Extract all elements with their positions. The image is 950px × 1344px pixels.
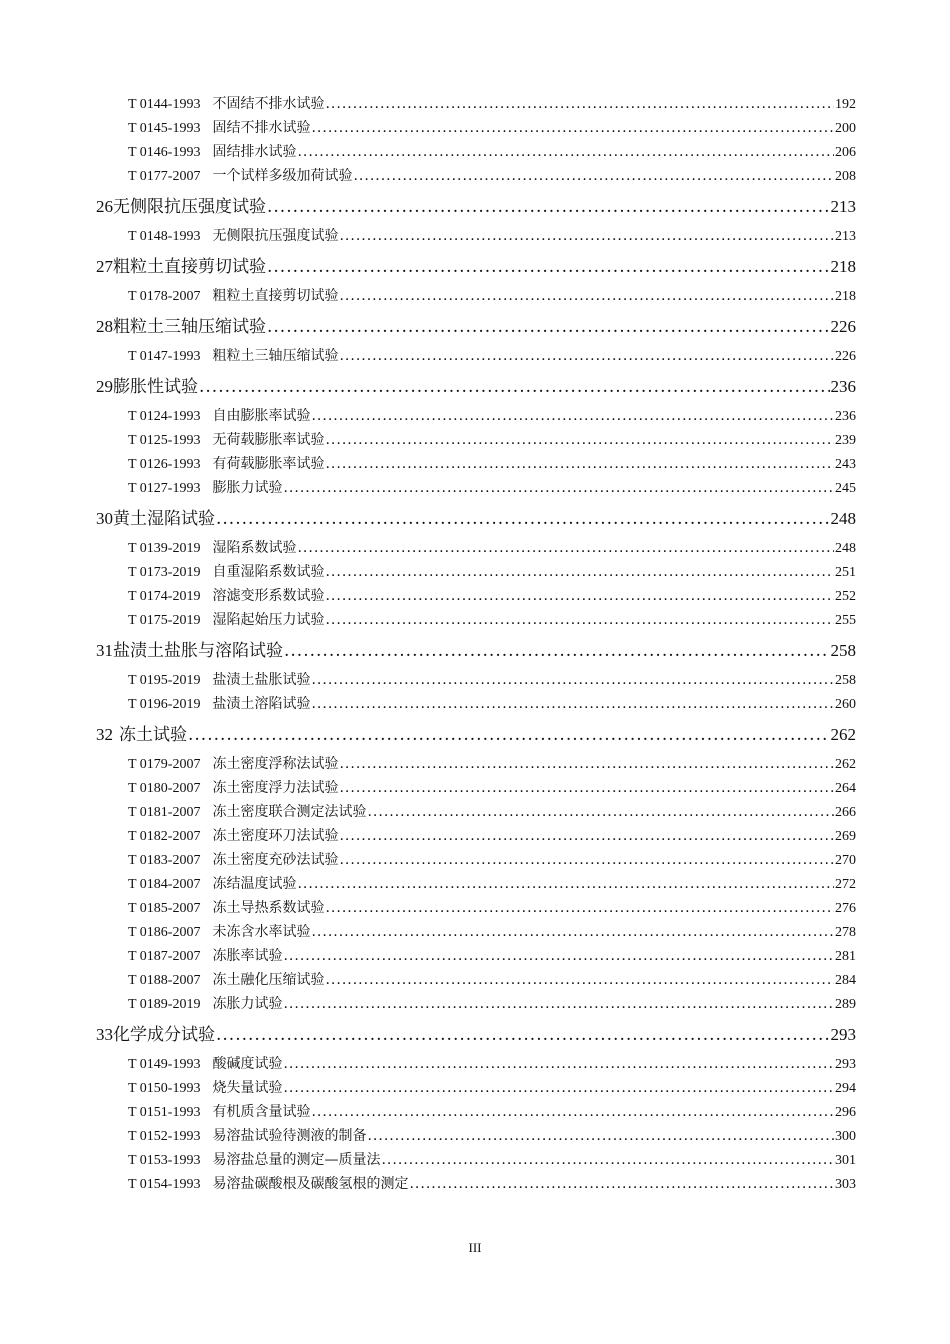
page-ref: 248	[835, 541, 856, 556]
entry-title: 无侧限抗压强度试验	[113, 197, 266, 217]
page-ref: 303	[835, 1177, 856, 1192]
dot-leader	[325, 608, 834, 632]
toc-section-heading[interactable]	[96, 312, 856, 342]
dot-leader	[325, 584, 834, 608]
entry-title: 膨胀性试验	[113, 377, 198, 397]
dot-leader	[311, 692, 834, 716]
dot-leader	[325, 968, 834, 992]
toc-entry[interactable]	[96, 776, 856, 800]
dot-leader	[339, 344, 834, 368]
page-ref: 260	[835, 697, 856, 712]
toc-entry[interactable]	[96, 452, 856, 476]
page-number: III	[468, 1240, 482, 1255]
standard-code: T 0154-1993	[128, 1177, 201, 1192]
page-ref: 262	[835, 757, 856, 772]
dot-leader	[409, 1172, 834, 1196]
toc-entry[interactable]	[96, 848, 856, 872]
section-number: 29	[96, 377, 113, 396]
dot-leader	[353, 164, 834, 188]
entry-title: 烧失量试验	[212, 1080, 283, 1096]
standard-code: T 0150-1993	[128, 1081, 201, 1096]
dot-leader	[188, 720, 830, 750]
standard-code: T 0151-1993	[128, 1105, 201, 1120]
standard-code: T 0145-1993	[128, 121, 201, 136]
standard-code: T 0175-2019	[128, 613, 201, 628]
toc-entry[interactable]	[96, 1100, 856, 1124]
dot-leader	[297, 536, 834, 560]
standard-code: T 0152-1993	[128, 1129, 201, 1144]
entry-title: 冻土密度充砂法试验	[212, 852, 339, 868]
toc-entry[interactable]	[96, 344, 856, 368]
standard-code: T 0189-2019	[128, 997, 201, 1012]
page-ref: 284	[835, 973, 856, 988]
entry-title: 冻土导热系数试验	[212, 900, 325, 916]
standard-code: T 0126-1993	[128, 457, 201, 472]
entry-title: 有机质含量试验	[212, 1104, 311, 1120]
dot-leader	[311, 668, 834, 692]
entry-title: 粗粒土三轴压缩试验	[113, 317, 266, 337]
toc-entry[interactable]	[96, 896, 856, 920]
dot-leader	[325, 428, 834, 452]
dot-leader	[339, 848, 834, 872]
page-ref: 258	[835, 673, 856, 688]
entry-title: 粗粒土直接剪切试验	[212, 288, 339, 304]
entry-title: 冻胀力试验	[212, 996, 283, 1012]
standard-code: T 0125-1993	[128, 433, 201, 448]
section-number: 30	[96, 509, 113, 528]
entry-title: 溶滤变形系数试验	[212, 588, 325, 604]
standard-code: T 0183-2007	[128, 853, 201, 868]
page-ref: 206	[835, 145, 856, 160]
entry-title: 酸碱度试验	[212, 1056, 283, 1072]
toc-section-heading[interactable]	[96, 504, 856, 534]
entry-title: 固结不排水试验	[212, 120, 311, 136]
toc-entry[interactable]	[96, 944, 856, 968]
toc-entry[interactable]	[96, 92, 856, 116]
toc-entry[interactable]	[96, 428, 856, 452]
toc-entry[interactable]	[96, 536, 856, 560]
dot-leader	[311, 920, 834, 944]
entry-title: 自由膨胀率试验	[212, 408, 311, 424]
dot-leader	[297, 872, 834, 896]
toc-entry[interactable]	[96, 1148, 856, 1172]
entry-title: 易溶盐试验待测液的制备	[212, 1128, 367, 1144]
page-ref: 243	[835, 457, 856, 472]
standard-code: T 0187-2007	[128, 949, 201, 964]
dot-leader	[283, 476, 834, 500]
toc-entry[interactable]	[96, 284, 856, 308]
toc-entry[interactable]	[96, 1172, 856, 1196]
entry-title: 有荷载膨胀率试验	[212, 456, 325, 472]
standard-code: T 0195-2019	[128, 673, 201, 688]
page-ref: 300	[835, 1129, 856, 1144]
page-ref: 281	[835, 949, 856, 964]
toc-section-heading[interactable]	[96, 372, 856, 402]
page-ref: 218	[830, 257, 856, 276]
table-of-contents	[96, 92, 856, 1196]
standard-code: T 0181-2007	[128, 805, 201, 820]
page-ref: 293	[835, 1057, 856, 1072]
page-ref: 251	[835, 565, 856, 580]
page-ref: 213	[835, 229, 856, 244]
page-ref: 272	[835, 877, 856, 892]
page-ref: 294	[835, 1081, 856, 1096]
entry-title: 无荷载膨胀率试验	[212, 432, 325, 448]
page-ref: 226	[830, 317, 856, 336]
page-ref: 226	[835, 349, 856, 364]
standard-code: T 0149-1993	[128, 1057, 201, 1072]
page-ref: 266	[835, 805, 856, 820]
toc-entry[interactable]	[96, 1124, 856, 1148]
toc-entry[interactable]	[96, 1076, 856, 1100]
page-ref: 301	[835, 1153, 856, 1168]
dot-leader	[325, 452, 834, 476]
page-ref: 213	[830, 197, 856, 216]
page-ref: 192	[835, 97, 856, 112]
page-ref: 289	[835, 997, 856, 1012]
standard-code: T 0153-1993	[128, 1153, 201, 1168]
toc-entry[interactable]	[96, 752, 856, 776]
entry-title: 湿陷起始压力试验	[212, 612, 325, 628]
section-number: 31	[96, 641, 113, 660]
entry-title: 膨胀力试验	[212, 480, 283, 496]
page-ref: 258	[830, 641, 856, 660]
page-ref: 200	[835, 121, 856, 136]
entry-title: 不固结不排水试验	[212, 96, 325, 112]
standard-code: T 0186-2007	[128, 925, 201, 940]
page-ref: 255	[835, 613, 856, 628]
toc-entry[interactable]	[96, 224, 856, 248]
toc-entry[interactable]	[96, 608, 856, 632]
standard-code: T 0127-1993	[128, 481, 201, 496]
standard-code: T 0196-2019	[128, 697, 201, 712]
dot-leader	[216, 504, 830, 534]
page-ref: 208	[835, 169, 856, 184]
dot-leader	[283, 1076, 834, 1100]
entry-title: 冻结温度试验	[212, 876, 297, 892]
entry-title: 无侧限抗压强度试验	[212, 228, 339, 244]
entry-title: 化学成分试验	[113, 1025, 215, 1045]
toc-entry[interactable]	[96, 692, 856, 716]
section-number: 27	[96, 257, 113, 276]
toc-entry[interactable]	[96, 1052, 856, 1076]
page-ref: 269	[835, 829, 856, 844]
standard-code: T 0139-2019	[128, 541, 201, 556]
toc-entry[interactable]	[96, 140, 856, 164]
entry-title: 盐渍土溶陷试验	[212, 696, 311, 712]
dot-leader	[267, 252, 830, 282]
dot-leader	[339, 824, 834, 848]
entry-title: 黄土湿陷试验	[113, 509, 215, 529]
dot-leader	[311, 1100, 834, 1124]
entry-title: 粗粒土三轴压缩试验	[212, 348, 339, 364]
entry-title: 湿陷系数试验	[212, 540, 297, 556]
dot-leader	[311, 116, 834, 140]
dot-leader	[339, 752, 834, 776]
entry-title: 冻土密度联合测定法试验	[212, 804, 367, 820]
dot-leader	[339, 224, 834, 248]
standard-code: T 0185-2007	[128, 901, 201, 916]
page-ref: 262	[830, 725, 856, 744]
entry-title: 易溶盐总量的测定—质量法	[212, 1152, 381, 1168]
toc-entry[interactable]	[96, 404, 856, 428]
page-ref: 239	[835, 433, 856, 448]
entry-title: 盐渍土盐胀试验	[212, 672, 311, 688]
page-ref: 218	[835, 289, 856, 304]
page-ref: 252	[835, 589, 856, 604]
toc-section-heading[interactable]	[96, 720, 856, 750]
dot-leader	[199, 372, 830, 402]
standard-code: T 0147-1993	[128, 349, 201, 364]
page-ref: 264	[835, 781, 856, 796]
dot-leader	[283, 944, 834, 968]
toc-entry[interactable]	[96, 920, 856, 944]
entry-title: 固结排水试验	[212, 144, 297, 160]
dot-leader	[339, 776, 834, 800]
toc-entry[interactable]	[96, 476, 856, 500]
entry-title: 冻土融化压缩试验	[212, 972, 325, 988]
standard-code: T 0146-1993	[128, 145, 201, 160]
toc-entry[interactable]	[96, 824, 856, 848]
toc-section-heading[interactable]	[96, 636, 856, 666]
dot-leader	[381, 1148, 834, 1172]
toc-entry[interactable]	[96, 872, 856, 896]
dot-leader	[267, 312, 830, 342]
entry-title: 冻胀率试验	[212, 948, 283, 964]
toc-entry[interactable]	[96, 992, 856, 1016]
entry-title: 冻土密度浮称法试验	[212, 756, 339, 772]
section-number: 28	[96, 317, 113, 336]
dot-leader	[325, 560, 834, 584]
dot-leader	[283, 992, 834, 1016]
dot-leader	[367, 1124, 834, 1148]
standard-code: T 0182-2007	[128, 829, 201, 844]
toc-entry[interactable]	[96, 668, 856, 692]
entry-title: 易溶盐碳酸根及碳酸氢根的测定	[212, 1176, 409, 1192]
standard-code: T 0180-2007	[128, 781, 201, 796]
page-ref: 296	[835, 1105, 856, 1120]
dot-leader	[367, 800, 834, 824]
dot-leader	[339, 284, 834, 308]
toc-section-heading[interactable]	[96, 252, 856, 282]
toc-entry[interactable]	[96, 116, 856, 140]
entry-title: 冻土密度浮力法试验	[212, 780, 339, 796]
entry-title: 未冻含水率试验	[212, 924, 311, 940]
section-number: 33	[96, 1025, 113, 1044]
standard-code: T 0173-2019	[128, 565, 201, 580]
dot-leader	[311, 404, 834, 428]
standard-code: T 0144-1993	[128, 97, 201, 112]
section-number: 32	[96, 725, 113, 744]
page-ref: 278	[835, 925, 856, 940]
standard-code: T 0184-2007	[128, 877, 201, 892]
entry-title: 盐渍土盐胀与溶陷试验	[113, 641, 283, 661]
standard-code: T 0178-2007	[128, 289, 201, 304]
page-ref: 293	[830, 1025, 856, 1044]
entry-title: 冻土密度环刀法试验	[212, 828, 339, 844]
entry-title: 粗粒土直接剪切试验	[113, 257, 266, 277]
dot-leader	[216, 1020, 830, 1050]
standard-code: T 0188-2007	[128, 973, 201, 988]
page-ref: 248	[830, 509, 856, 528]
entry-title: 自重湿陷系数试验	[212, 564, 325, 580]
dot-leader	[267, 192, 830, 222]
page-ref: 236	[835, 409, 856, 424]
dot-leader	[325, 896, 834, 920]
dot-leader	[283, 1052, 834, 1076]
toc-entry[interactable]	[96, 560, 856, 584]
standard-code: T 0124-1993	[128, 409, 201, 424]
section-number: 26	[96, 197, 113, 216]
toc-entry[interactable]	[96, 164, 856, 188]
toc-section-heading[interactable]	[96, 1020, 856, 1050]
page-ref: 236	[830, 377, 856, 396]
toc-entry[interactable]	[96, 968, 856, 992]
standard-code: T 0179-2007	[128, 757, 201, 772]
page-ref: 245	[835, 481, 856, 496]
toc-entry[interactable]	[96, 800, 856, 824]
toc-entry[interactable]	[96, 584, 856, 608]
standard-code: T 0177-2007	[128, 169, 201, 184]
standard-code: T 0148-1993	[128, 229, 201, 244]
page-ref: 270	[835, 853, 856, 868]
entry-title: 一个试样多级加荷试验	[212, 168, 353, 184]
dot-leader	[325, 92, 834, 116]
dot-leader	[297, 140, 834, 164]
entry-title: 冻土试验	[119, 725, 187, 745]
dot-leader	[284, 636, 830, 666]
standard-code: T 0174-2019	[128, 589, 201, 604]
page-ref: 276	[835, 901, 856, 916]
toc-section-heading[interactable]	[96, 192, 856, 222]
